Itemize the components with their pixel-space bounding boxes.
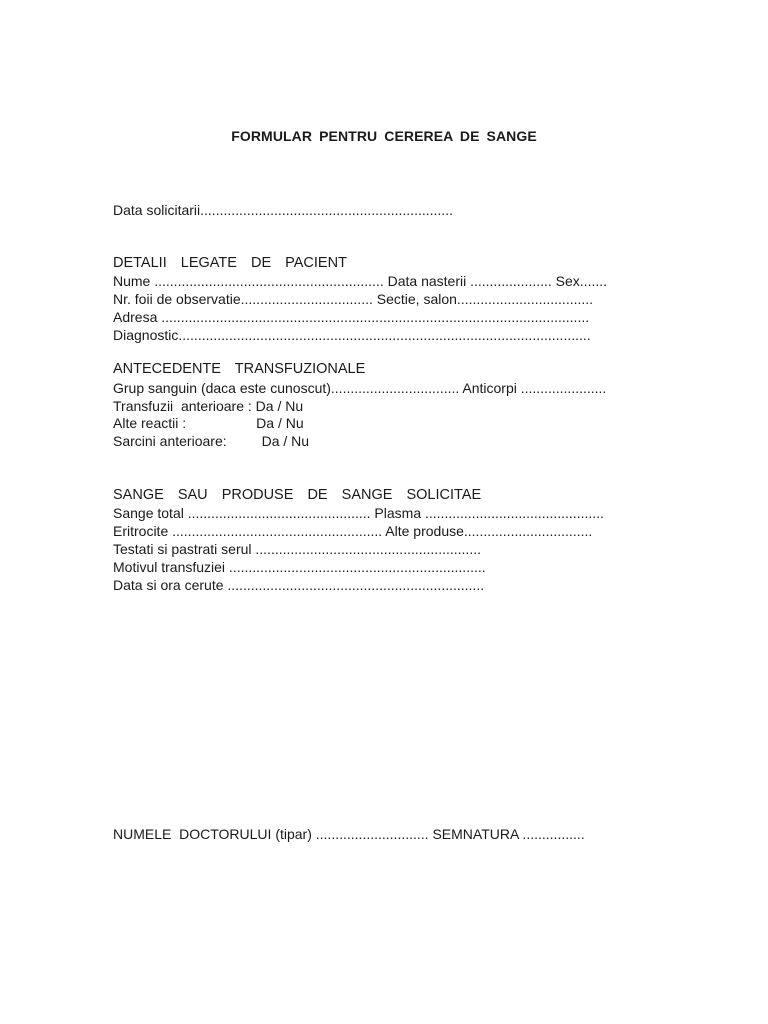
transfusion-reason-line: Motivul transfuziei .................................................................. xyxy=(113,559,486,575)
request-date-field: Data solicitarii................................................................. xyxy=(113,202,453,218)
serum-test-line: Testati si pastrati serul .......................................................... xyxy=(113,541,481,557)
transfusion-history-heading: ANTECEDENTE TRANSFUZIONALE xyxy=(113,361,366,377)
patient-record-line: Nr. foii de observatie.................................. Sectie, salon................................... xyxy=(113,291,594,307)
previous-pregnancies-line: Sarcini anterioare: Da / Nu xyxy=(113,433,310,449)
requested-datetime-line: Data si ora cerute .................................................................. xyxy=(113,577,485,593)
patient-name-line: Nume ........................................................... Data nasterii ..................... Sex....... xyxy=(113,273,608,289)
other-reactions-line: Alte reactii : Da / Nu xyxy=(113,415,304,431)
form-title: FORMULAR PENTRU CEREREA DE SANGE xyxy=(231,128,537,144)
patient-section-heading: DETALII LEGATE DE PACIENT xyxy=(113,255,347,271)
blood-group-line: Grup sanguin (daca este cunoscut)................................. Anticorpi ...................... xyxy=(113,380,607,396)
blood-products-heading: SANGE SAU PRODUSE DE SANGE SOLICITAE xyxy=(113,487,482,503)
doctor-signature-line: NUMELE DOCTORULUI (tipar) ............................. SEMNATURA ................ xyxy=(113,826,585,842)
patient-address-line: Adresa .............................................................................................................. xyxy=(113,309,590,325)
patient-diagnosis-line: Diagnostic.......................................................................................................... xyxy=(113,327,591,343)
whole-blood-plasma-line: Sange total ............................................... Plasma .............................................. xyxy=(113,505,604,521)
previous-transfusions-line: Transfuzii anterioare : Da / Nu xyxy=(113,398,304,414)
erythrocytes-other-line: Eritrocite ...................................................... Alte produse................................. xyxy=(113,523,593,539)
